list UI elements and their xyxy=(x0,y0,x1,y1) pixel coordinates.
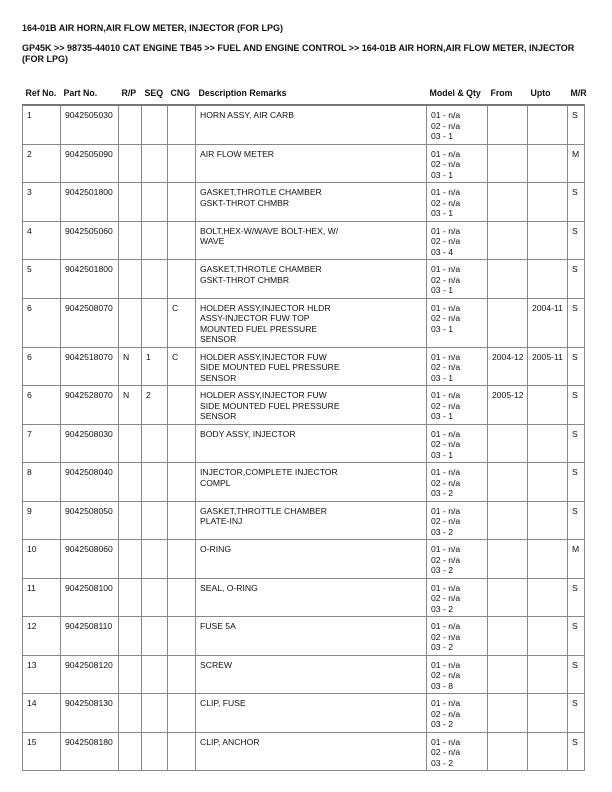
cell-cng xyxy=(168,655,196,694)
cell-part-no: 9042528070 xyxy=(61,386,119,425)
cell-upto xyxy=(528,183,568,222)
table-row xyxy=(23,463,585,502)
cell-description: INJECTOR,COMPLETE INJECTOR COMPL xyxy=(196,463,427,502)
cell-upto xyxy=(528,540,568,579)
cell-mr: S xyxy=(568,463,585,502)
cell-mr: S xyxy=(568,221,585,260)
cell-description: CLIP, FUSE xyxy=(196,694,427,733)
cell-from xyxy=(488,183,528,222)
cell-model-qty: 01 - n/a 02 - n/a 03 - 1 xyxy=(427,347,488,386)
parts-table xyxy=(22,88,585,771)
table-row xyxy=(23,578,585,617)
cell-upto xyxy=(528,386,568,425)
cell-model-qty: 01 - n/a 02 - n/a 03 - 2 xyxy=(427,732,488,771)
cell-model-qty: 01 - n/a 02 - n/a 03 - 2 xyxy=(427,617,488,656)
cell-seq xyxy=(142,221,168,260)
cell-mr: S xyxy=(568,298,585,347)
cell-cng xyxy=(168,386,196,425)
cell-ref-no: 14 xyxy=(23,694,61,733)
cell-upto xyxy=(528,617,568,656)
cell-cng xyxy=(168,617,196,656)
cell-ref-no: 2 xyxy=(23,144,61,183)
table-row xyxy=(23,105,585,144)
cell-rp xyxy=(119,732,142,771)
column-header-upto: Upto xyxy=(528,88,568,105)
cell-mr: M xyxy=(568,144,585,183)
cell-cng xyxy=(168,183,196,222)
table-row xyxy=(23,424,585,463)
column-header-cng: CNG xyxy=(168,88,196,105)
cell-seq xyxy=(142,540,168,579)
cell-model-qty: 01 - n/a 02 - n/a 03 - 8 xyxy=(427,655,488,694)
cell-description: SEAL, O-RING xyxy=(196,578,427,617)
cell-mr: S xyxy=(568,347,585,386)
cell-part-no: 9042501800 xyxy=(61,260,119,299)
cell-from: 2004-12 xyxy=(488,347,528,386)
cell-description: GASKET,THROTLE CHAMBER GSKT-THROT CHMBR xyxy=(196,183,427,222)
column-header-mr: M/R xyxy=(568,88,585,105)
table-header xyxy=(23,88,585,105)
cell-seq xyxy=(142,183,168,222)
cell-from xyxy=(488,578,528,617)
cell-rp xyxy=(119,260,142,299)
cell-description: GASKET,THROTLE CHAMBER GSKT-THROT CHMBR xyxy=(196,260,427,299)
cell-cng: C xyxy=(168,347,196,386)
cell-description: HOLDER ASSY,INJECTOR HLDR ASSY-INJECTOR FUW TOP MOUNTED FUEL PRESSURE SENSOR xyxy=(196,298,427,347)
cell-cng xyxy=(168,144,196,183)
cell-ref-no: 8 xyxy=(23,463,61,502)
cell-ref-no: 10 xyxy=(23,540,61,579)
table-row xyxy=(23,221,585,260)
cell-part-no: 9042518070 xyxy=(61,347,119,386)
cell-upto xyxy=(528,260,568,299)
cell-description: O-RING xyxy=(196,540,427,579)
cell-part-no: 9042508130 xyxy=(61,694,119,733)
cell-description: HORN ASSY, AIR CARB xyxy=(196,105,427,144)
cell-part-no: 9042508180 xyxy=(61,732,119,771)
cell-mr: S xyxy=(568,386,585,425)
cell-ref-no: 11 xyxy=(23,578,61,617)
cell-seq xyxy=(142,655,168,694)
cell-rp xyxy=(119,617,142,656)
cell-seq xyxy=(142,617,168,656)
cell-upto: 2005-11 xyxy=(528,347,568,386)
cell-ref-no: 12 xyxy=(23,617,61,656)
cell-from xyxy=(488,694,528,733)
cell-description: HOLDER ASSY,INJECTOR FUW SIDE MOUNTED FUEL PRESSURE SENSOR xyxy=(196,386,427,425)
table-row xyxy=(23,540,585,579)
cell-description: FUSE 5A xyxy=(196,617,427,656)
table-row xyxy=(23,298,585,347)
cell-description: CLIP, ANCHOR xyxy=(196,732,427,771)
cell-seq xyxy=(142,144,168,183)
cell-model-qty: 01 - n/a 02 - n/a 03 - 2 xyxy=(427,694,488,733)
cell-from xyxy=(488,298,528,347)
cell-seq xyxy=(142,260,168,299)
cell-model-qty: 01 - n/a 02 - n/a 03 - 1 xyxy=(427,183,488,222)
cell-mr: S xyxy=(568,260,585,299)
cell-ref-no: 6 xyxy=(23,347,61,386)
cell-ref-no: 7 xyxy=(23,424,61,463)
cell-part-no: 9042505060 xyxy=(61,221,119,260)
cell-model-qty: 01 - n/a 02 - n/a 03 - 1 xyxy=(427,105,488,144)
cell-seq xyxy=(142,501,168,540)
cell-cng xyxy=(168,694,196,733)
cell-cng xyxy=(168,578,196,617)
cell-from xyxy=(488,732,528,771)
cell-seq xyxy=(142,732,168,771)
cell-rp xyxy=(119,105,142,144)
cell-description: BODY ASSY, INJECTOR xyxy=(196,424,427,463)
cell-mr: S xyxy=(568,183,585,222)
column-header-from: From xyxy=(488,88,528,105)
cell-model-qty: 01 - n/a 02 - n/a 03 - 2 xyxy=(427,463,488,502)
cell-part-no: 9042505090 xyxy=(61,144,119,183)
cell-mr: S xyxy=(568,424,585,463)
column-header-ref-no: Ref No. xyxy=(23,88,61,105)
cell-rp xyxy=(119,540,142,579)
cell-seq: 1 xyxy=(142,347,168,386)
cell-from xyxy=(488,655,528,694)
cell-rp xyxy=(119,183,142,222)
cell-model-qty: 01 - n/a 02 - n/a 03 - 1 xyxy=(427,260,488,299)
cell-mr: S xyxy=(568,694,585,733)
cell-model-qty: 01 - n/a 02 - n/a 03 - 2 xyxy=(427,578,488,617)
cell-upto xyxy=(528,655,568,694)
cell-from xyxy=(488,144,528,183)
cell-ref-no: 15 xyxy=(23,732,61,771)
cell-description: GASKET,THROTTLE CHAMBER PLATE-INJ xyxy=(196,501,427,540)
cell-cng xyxy=(168,732,196,771)
cell-cng xyxy=(168,221,196,260)
cell-part-no: 9042508110 xyxy=(61,617,119,656)
cell-cng xyxy=(168,424,196,463)
cell-upto xyxy=(528,144,568,183)
cell-ref-no: 6 xyxy=(23,298,61,347)
cell-cng: C xyxy=(168,298,196,347)
cell-model-qty: 01 - n/a 02 - n/a 03 - 2 xyxy=(427,540,488,579)
cell-upto xyxy=(528,694,568,733)
table-row xyxy=(23,183,585,222)
cell-ref-no: 3 xyxy=(23,183,61,222)
cell-part-no: 9042508030 xyxy=(61,424,119,463)
cell-from xyxy=(488,221,528,260)
cell-part-no: 9042501800 xyxy=(61,183,119,222)
cell-seq xyxy=(142,298,168,347)
cell-rp: N xyxy=(119,386,142,425)
cell-upto xyxy=(528,463,568,502)
cell-cng xyxy=(168,463,196,502)
cell-description: AIR FLOW METER xyxy=(196,144,427,183)
cell-model-qty: 01 - n/a 02 - n/a 03 - 2 xyxy=(427,501,488,540)
cell-rp xyxy=(119,694,142,733)
cell-seq: 2 xyxy=(142,386,168,425)
cell-cng xyxy=(168,501,196,540)
cell-seq xyxy=(142,105,168,144)
cell-mr: S xyxy=(568,732,585,771)
cell-ref-no: 5 xyxy=(23,260,61,299)
table-row xyxy=(23,501,585,540)
cell-from: 2005-12 xyxy=(488,386,528,425)
cell-part-no: 9042508070 xyxy=(61,298,119,347)
cell-rp xyxy=(119,463,142,502)
column-header-seq: SEQ xyxy=(142,88,168,105)
cell-ref-no: 4 xyxy=(23,221,61,260)
cell-upto xyxy=(528,221,568,260)
cell-upto xyxy=(528,105,568,144)
breadcrumb: GP45K >> 98735-44010 CAT ENGINE TB45 >> FUEL AND ENGINE CONTROL >> 164-01B AIR HORN,AIR FLOW METER, INJECTOR (FOR LPG) xyxy=(22,43,575,64)
cell-seq xyxy=(142,694,168,733)
cell-description: BOLT,HEX-W/WAVE BOLT-HEX, W/ WAVE xyxy=(196,221,427,260)
cell-ref-no: 6 xyxy=(23,386,61,425)
cell-upto: 2004-11 xyxy=(528,298,568,347)
cell-cng xyxy=(168,105,196,144)
cell-from xyxy=(488,617,528,656)
cell-from xyxy=(488,463,528,502)
cell-mr: S xyxy=(568,105,585,144)
cell-rp xyxy=(119,655,142,694)
cell-cng xyxy=(168,540,196,579)
cell-model-qty: 01 - n/a 02 - n/a 03 - 1 xyxy=(427,386,488,425)
cell-ref-no: 13 xyxy=(23,655,61,694)
table-row xyxy=(23,347,585,386)
cell-model-qty: 01 - n/a 02 - n/a 03 - 4 xyxy=(427,221,488,260)
cell-rp xyxy=(119,221,142,260)
cell-part-no: 9042508040 xyxy=(61,463,119,502)
cell-cng xyxy=(168,260,196,299)
cell-mr: S xyxy=(568,501,585,540)
cell-ref-no: 1 xyxy=(23,105,61,144)
cell-ref-no: 9 xyxy=(23,501,61,540)
cell-seq xyxy=(142,578,168,617)
cell-rp xyxy=(119,424,142,463)
cell-rp: N xyxy=(119,347,142,386)
cell-model-qty: 01 - n/a 02 - n/a 03 - 1 xyxy=(427,424,488,463)
cell-part-no: 9042508100 xyxy=(61,578,119,617)
cell-description: HOLDER ASSY,INJECTOR FUW SIDE MOUNTED FUEL PRESSURE SENSOR xyxy=(196,347,427,386)
cell-from xyxy=(488,260,528,299)
cell-from xyxy=(488,105,528,144)
column-header-rp: R/P xyxy=(119,88,142,105)
table-row xyxy=(23,617,585,656)
page-title: 164-01B AIR HORN,AIR FLOW METER, INJECTOR (FOR LPG) xyxy=(22,23,284,33)
cell-seq xyxy=(142,463,168,502)
cell-model-qty: 01 - n/a 02 - n/a 03 - 1 xyxy=(427,298,488,347)
cell-from xyxy=(488,501,528,540)
cell-upto xyxy=(528,578,568,617)
cell-mr: M xyxy=(568,540,585,579)
cell-rp xyxy=(119,144,142,183)
cell-part-no: 9042508120 xyxy=(61,655,119,694)
column-header-description: Description Remarks xyxy=(196,88,427,105)
cell-rp xyxy=(119,501,142,540)
column-header-part-no: Part No. xyxy=(61,88,119,105)
column-header-model-qty: Model & Qty xyxy=(427,88,488,105)
table-row xyxy=(23,655,585,694)
table-row xyxy=(23,732,585,771)
cell-rp xyxy=(119,298,142,347)
cell-part-no: 9042508050 xyxy=(61,501,119,540)
cell-rp xyxy=(119,578,142,617)
cell-upto xyxy=(528,424,568,463)
cell-from xyxy=(488,540,528,579)
cell-part-no: 9042508060 xyxy=(61,540,119,579)
table-row xyxy=(23,386,585,425)
cell-upto xyxy=(528,732,568,771)
cell-mr: S xyxy=(568,655,585,694)
cell-from xyxy=(488,424,528,463)
cell-part-no: 9042505030 xyxy=(61,105,119,144)
table-row xyxy=(23,144,585,183)
cell-description: SCREW xyxy=(196,655,427,694)
table-row xyxy=(23,260,585,299)
table-row xyxy=(23,694,585,733)
cell-seq xyxy=(142,424,168,463)
cell-upto xyxy=(528,501,568,540)
cell-model-qty: 01 - n/a 02 - n/a 03 - 1 xyxy=(427,144,488,183)
cell-mr: S xyxy=(568,578,585,617)
cell-mr: S xyxy=(568,617,585,656)
